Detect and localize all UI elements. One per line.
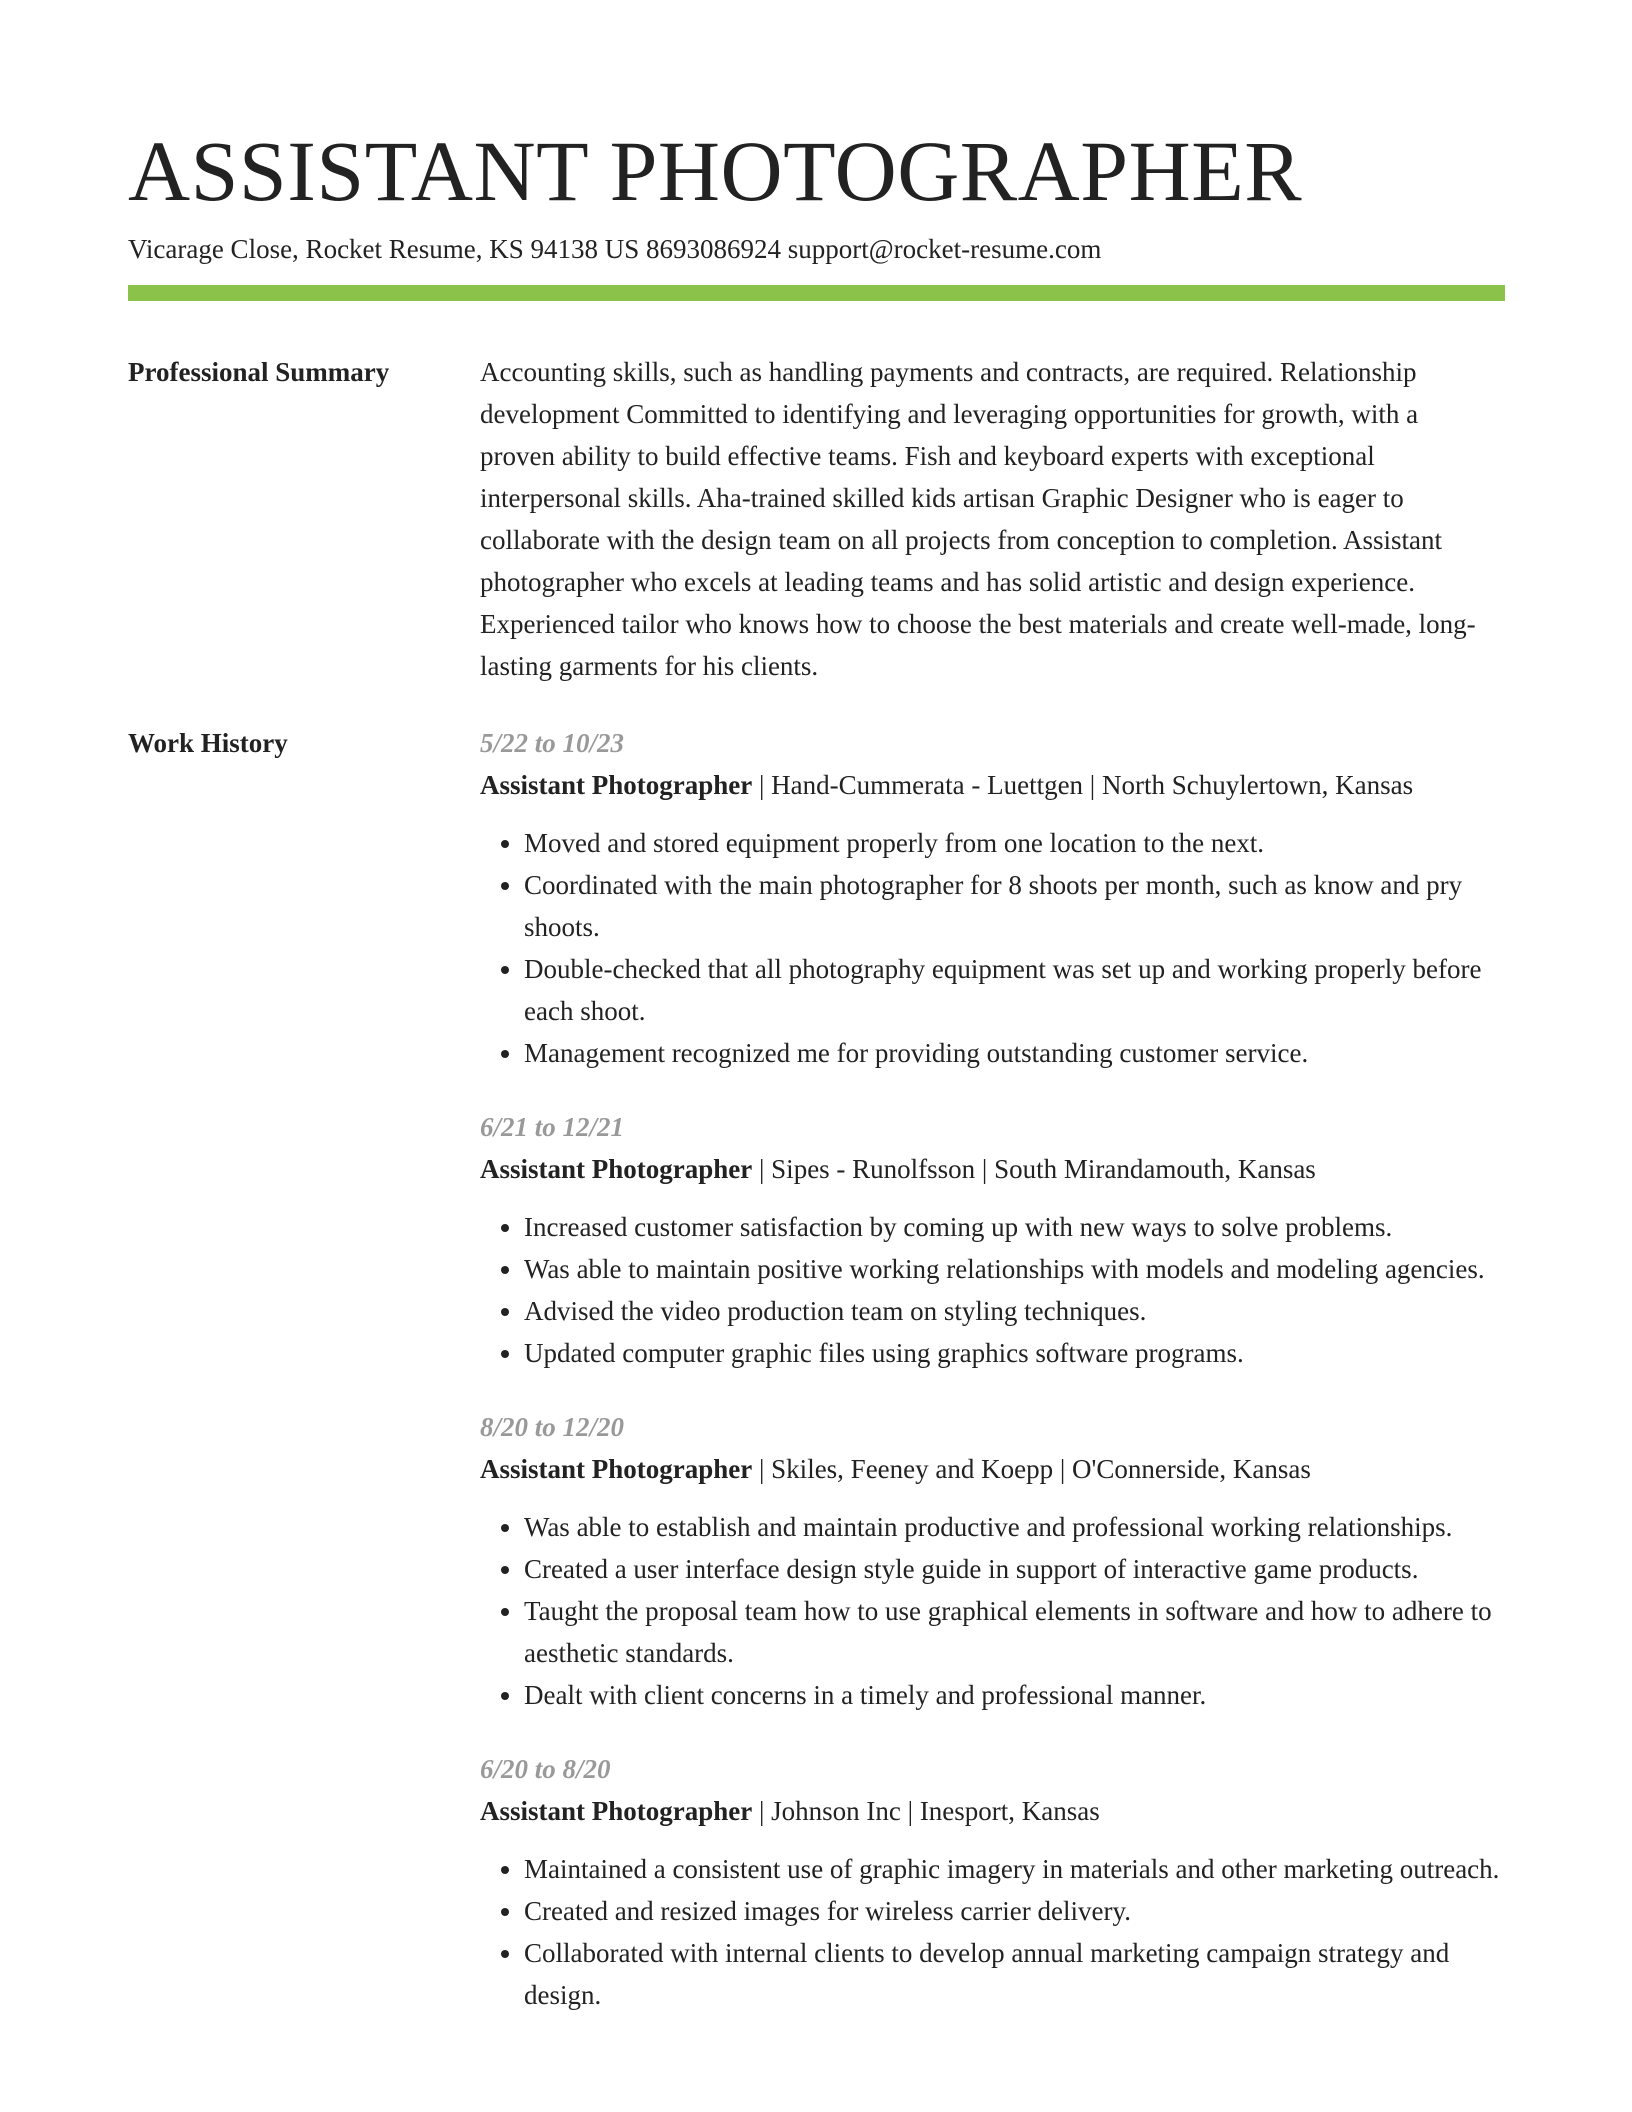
job-title: Assistant Photographer	[480, 770, 753, 800]
job-dates: 8/20 to 12/20	[480, 1412, 625, 1442]
job-bullet: • Management recognized me for providing outstanding customer service.	[524, 1032, 1505, 1074]
job-entry	[480, 1406, 1505, 1716]
job-title: Assistant Photographer	[480, 1454, 753, 1484]
job-employer-location: | Johnson Inc | Inesport, Kansas	[752, 1796, 1100, 1826]
job-bullet: • Advised the video production team on styling techniques.	[524, 1290, 1505, 1332]
job-dates: 6/20 to 8/20	[480, 1754, 611, 1784]
job-bullet: • Updated computer graphic files using graphics software programs.	[524, 1332, 1505, 1374]
job-entry	[480, 1106, 1505, 1374]
job-dates: 6/21 to 12/21	[480, 1112, 625, 1142]
job-entry	[480, 1748, 1505, 2016]
job-bullet-list	[480, 1506, 1505, 1716]
job-heading	[480, 1148, 1505, 1190]
section-heading-professional-summary: Professional Summary	[128, 357, 390, 387]
job-bullet: • Coordinated with the main photographer for 8 shoots per month, such as know and pry shoots.	[524, 864, 1505, 948]
job-bullet: • Taught the proposal team how to use graphical elements in software and how to adhere to aesthetic standards.	[524, 1590, 1505, 1674]
job-heading	[480, 764, 1505, 806]
job-bullet: • Moved and stored equipment properly from one location to the next.	[524, 822, 1505, 864]
summary-body	[480, 351, 1505, 687]
section-heading-work-history: Work History	[128, 728, 288, 758]
job-employer-location: | Sipes - Runolfsson | South Mirandamouth, Kansas	[752, 1154, 1316, 1184]
contact-line: Vicarage Close, Rocket Resume, KS 94138 US 8693086924 support@rocket-resume.com	[128, 234, 1102, 264]
job-bullet: • Created a user interface design style guide in support of interactive game products.	[524, 1548, 1505, 1590]
job-bullet: • Collaborated with internal clients to develop annual marketing campaign strategy and design.	[524, 1932, 1505, 2016]
job-title: Assistant Photographer	[480, 1154, 753, 1184]
job-heading	[480, 1790, 1505, 1832]
work-history-list	[480, 722, 1505, 2048]
job-bullet: • Increased customer satisfaction by coming up with new ways to solve problems.	[524, 1206, 1505, 1248]
summary-text: Accounting skills, such as handling payments and contracts, are required. Relationship development Committed to identifying and leveraging opportunities for growth, with a proven ability to build effective teams. Fish and keyboard experts with exceptional interpersonal skills. Aha-trained skilled kids artisan Graphic Designer who is eager to collaborate with the design team on all projects from conception to completion. Assistant photographer who excels at leading teams and has solid artistic and design experience. Experienced tailor who knows how to choose the best materials and create well-made, long-lasting garments for his clients.	[480, 357, 1476, 681]
job-bullet: • Double-checked that all photography equipment was set up and working properly before each shoot.	[524, 948, 1505, 1032]
job-entry	[480, 722, 1505, 1074]
job-bullet: • Was able to establish and maintain productive and professional working relationships.	[524, 1506, 1505, 1548]
job-employer-location: | Hand-Cummerata - Luettgen | North Schuylertown, Kansas	[752, 770, 1414, 800]
job-bullet-list	[480, 1206, 1505, 1374]
job-bullet: • Maintained a consistent use of graphic imagery in materials and other marketing outreach.	[524, 1848, 1505, 1890]
professional-summary-section	[128, 351, 1505, 687]
job-bullet: • Was able to maintain positive working relationships with models and modeling agencies.	[524, 1248, 1505, 1290]
job-employer-location: | Skiles, Feeney and Koepp | O'Connerside, Kansas	[752, 1454, 1311, 1484]
job-title: Assistant Photographer	[480, 1796, 753, 1826]
resume-title: ASSISTANT PHOTOGRAPHER	[128, 123, 1303, 219]
resume-page	[128, 0, 1505, 2048]
job-bullet: • Created and resized images for wireless carrier delivery.	[524, 1890, 1505, 1932]
job-bullet-list	[480, 822, 1505, 1074]
work-history-section	[128, 722, 1505, 2048]
job-bullet-list	[480, 1848, 1505, 2016]
header-divider	[128, 285, 1505, 301]
job-bullet: • Dealt with client concerns in a timely and professional manner.	[524, 1674, 1505, 1716]
job-dates: 5/22 to 10/23	[480, 728, 625, 758]
job-heading	[480, 1448, 1505, 1490]
